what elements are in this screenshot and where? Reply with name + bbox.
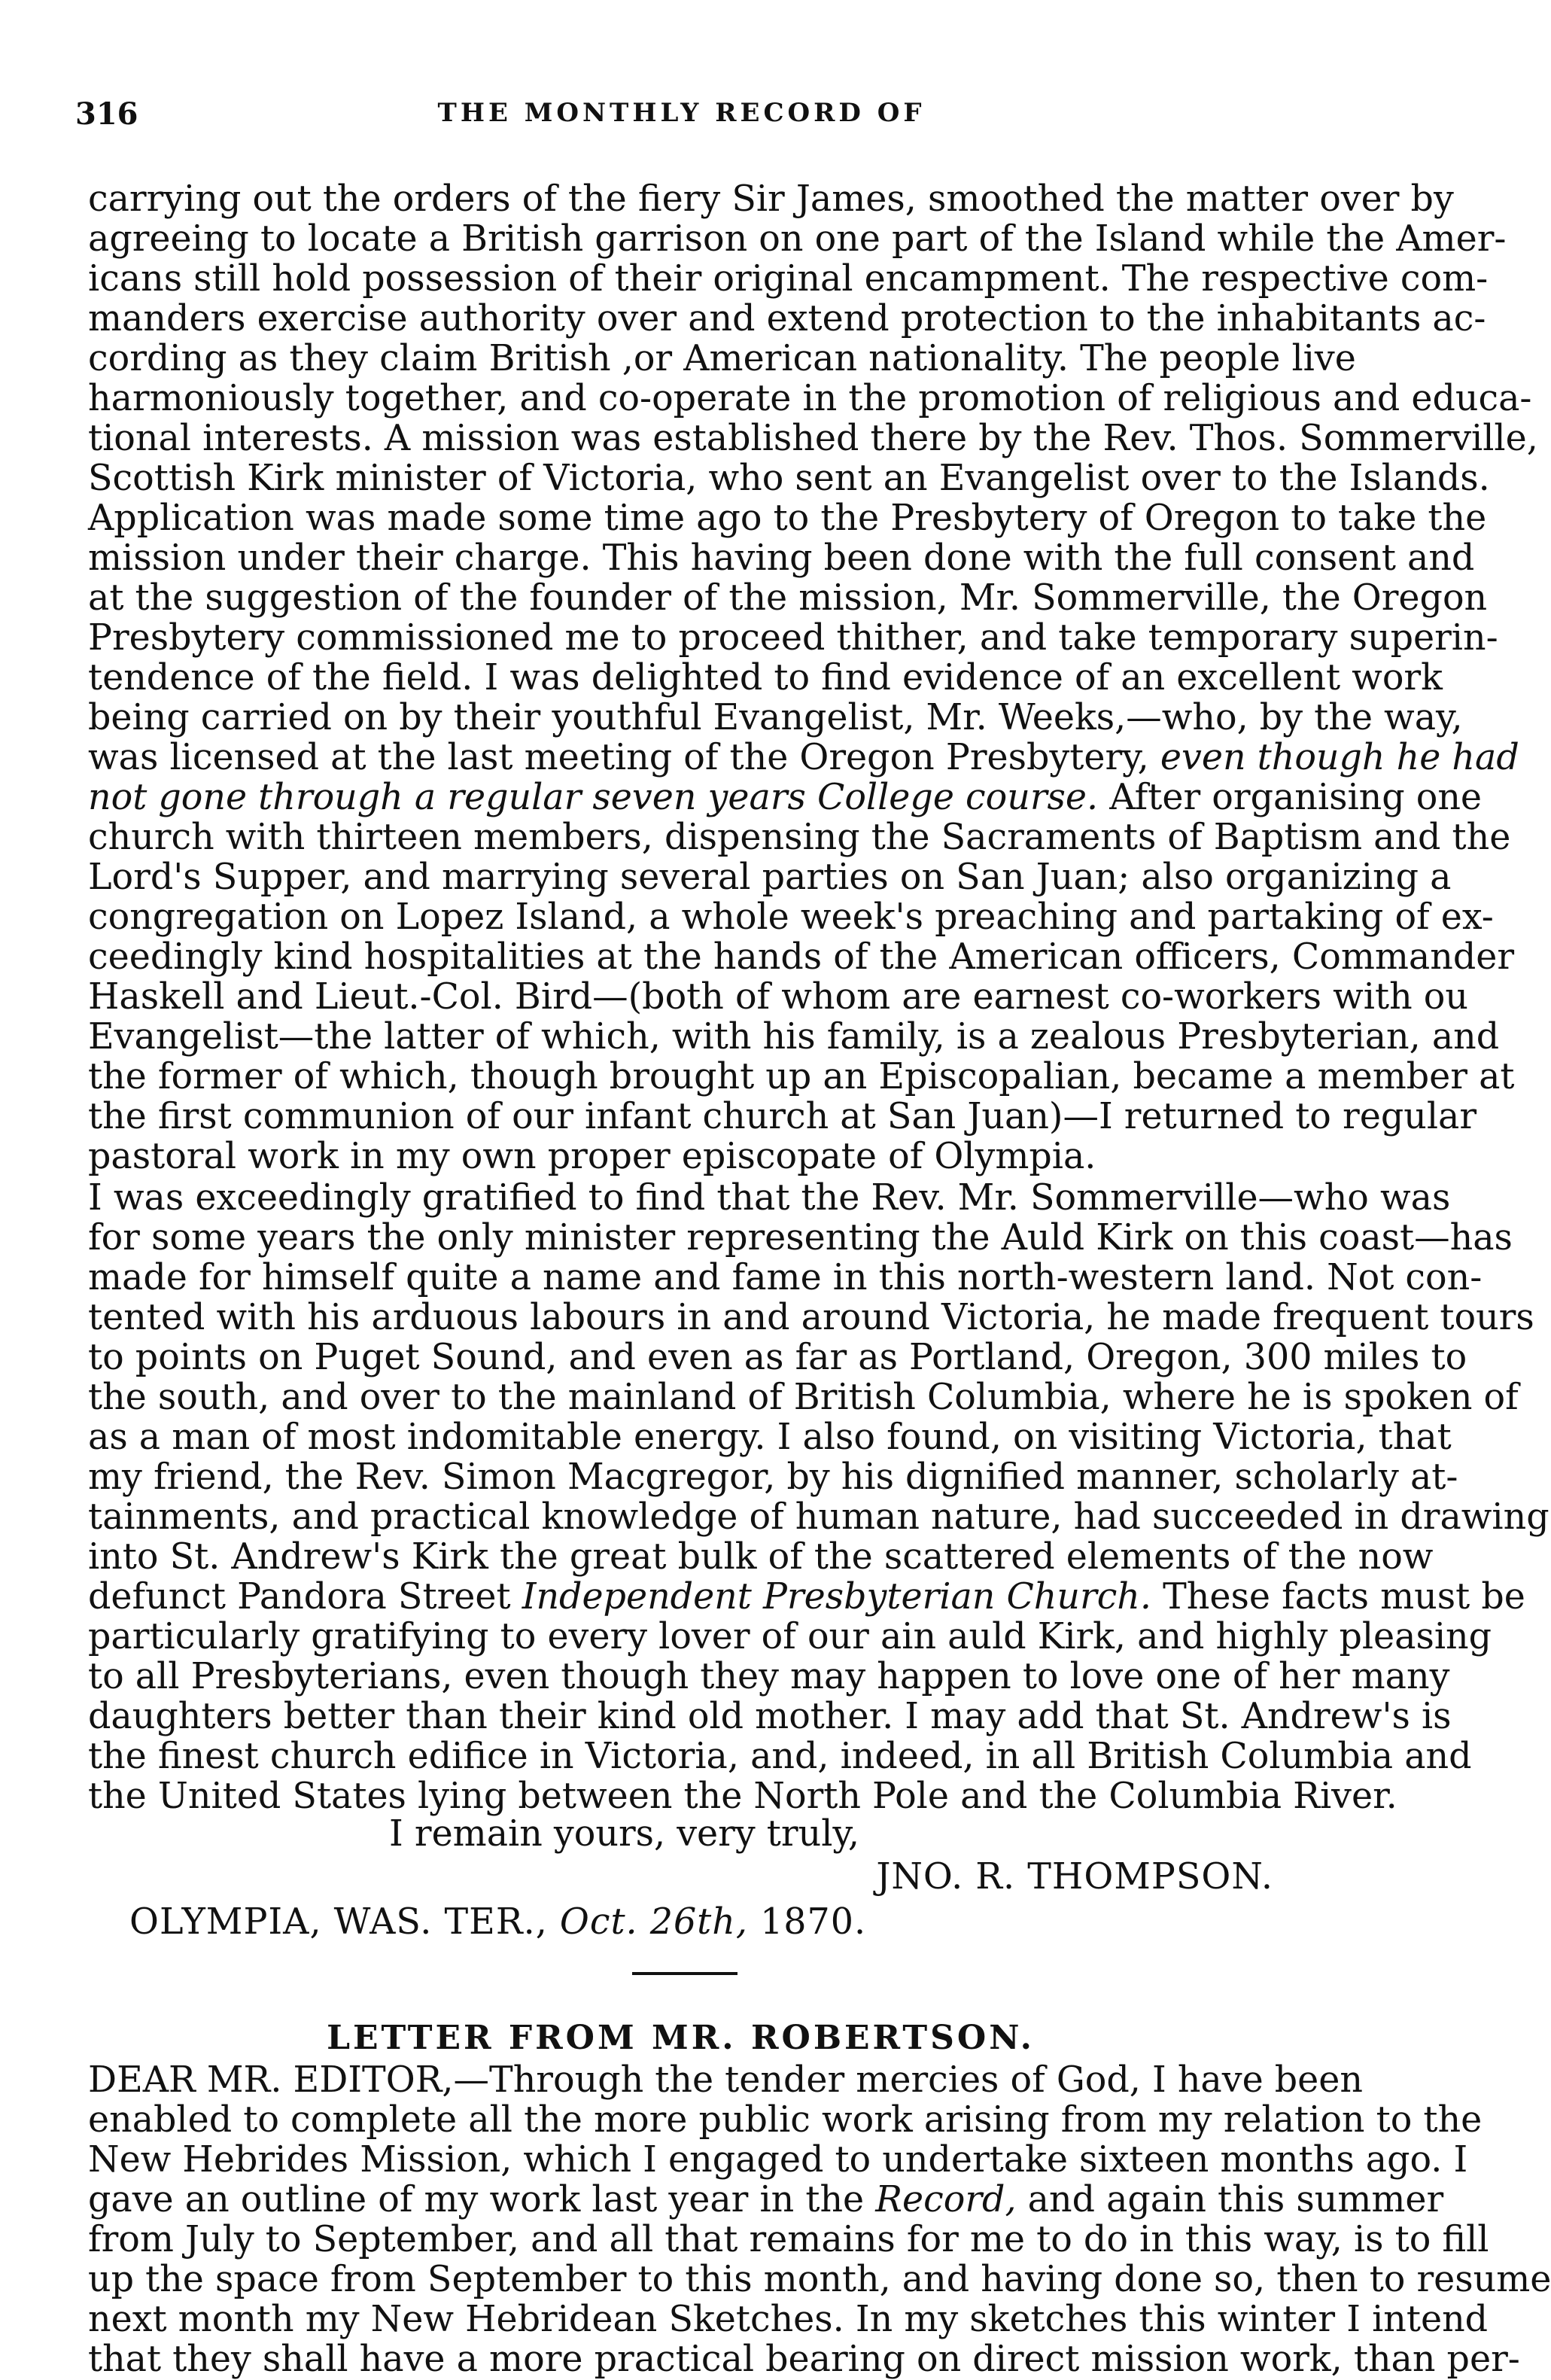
text-line: New Hebrides Mission, which I engaged to undertake sixteen months ago. I: [88, 2139, 1468, 2181]
text-line: I was exceedingly gratified to find that the Rev. Mr. Sommerville—who was: [88, 1177, 1451, 1219]
text-line: made for himself quite a name and fame in this north-western land. Not con-: [88, 1257, 1483, 1298]
text-line: ceedingly kind hospitalities at the hands of the American officers, Commander: [88, 936, 1515, 978]
text-line: was licensed at the last meeting of the Oregon Presbytery, even though he had: [88, 737, 1519, 778]
text-line: for some years the only minister representing the Auld Kirk on this coast—has: [88, 1217, 1513, 1258]
text-line: congregation on Lopez Island, a whole week's preaching and partaking of ex-: [88, 896, 1494, 938]
text-line: the first communion of our infant church at San Juan)—I returned to regular: [88, 1096, 1477, 1137]
text-line: Scottish Kirk minister of Victoria, who sent an Evangelist over to the Islands.: [88, 458, 1490, 499]
text-line: agreeing to locate a British garrison on one part of the Island while the Amer-: [88, 218, 1507, 260]
text-line: the former of which, though brought up an Episcopalian, became a member at: [88, 1056, 1515, 1097]
closing-signature-row: [88, 1857, 1273, 1897]
paragraph-3: [88, 2059, 1551, 2380]
text-line: particularly gratifying to every lover of our ain auld Kirk, and highly pleasing: [88, 1616, 1492, 1657]
page-number: 316: [75, 96, 138, 132]
text-line: gave an outline of my work last year in the Record, and again this summer: [88, 2179, 1444, 2220]
text-line: Lord's Supper, and marrying several parties on San Juan; also organizing a: [88, 857, 1452, 898]
text-line: enabled to complete all the more public work arising from my relation to the: [88, 2099, 1483, 2141]
text-line: manders exercise authority over and extend protection to the inhabitants ac-: [88, 298, 1486, 339]
text-line: church with thirteen members, dispensing the Sacraments of Baptism and the: [88, 817, 1511, 858]
text-line: daughters better than their kind old mother. I may add that St. Andrew's is: [88, 1696, 1452, 1737]
text-line: the south, and over to the mainland of British Columbia, where he is spoken of: [88, 1377, 1519, 1418]
text-line: defunct Pandora Street Independent Presbyterian Church. These facts must be: [88, 1576, 1525, 1618]
text-line: as a man of most indomitable energy. I also found, on visiting Victoria, that: [88, 1417, 1452, 1458]
text-line: Presbytery commissioned me to proceed thither, and take temporary superin-: [88, 617, 1498, 659]
page-header: [0, 96, 1363, 142]
text-line: Haskell and Lieut.-Col. Bird—(both of whom are earnest co-workers with ou: [88, 976, 1468, 1018]
text-line: to all Presbyterians, even though they may happen to love one of her many: [88, 1656, 1450, 1697]
text-line: tional interests. A mission was established there by the Rev. Thos. Sommerville,: [88, 418, 1538, 459]
text-line: tainments, and practical knowledge of human nature, had succeeded in drawing: [88, 1496, 1549, 1538]
text-line: the United States lying between the North Pole and the Columbia River.: [88, 1776, 1397, 1817]
dateline: [129, 1902, 866, 1942]
running-head: THE MONTHLY RECORD OF: [437, 98, 926, 128]
text-line: that they shall have a more practical bearing on direct mission work, than per-: [88, 2339, 1520, 2380]
closing-remain: I remain yours, very truly,: [389, 1813, 860, 1855]
text-line: Application was made some time ago to the Presbytery of Oregon to take the: [88, 498, 1487, 539]
text-line: next month my New Hebridean Sketches. In my sketches this winter I intend: [88, 2299, 1489, 2340]
text-line: harmoniously together, and co-operate in the promotion of religious and educa-: [88, 378, 1532, 419]
text-line: DEAR MR. EDITOR,—Through the tender mercies of God, I have been: [88, 2059, 1363, 2101]
text-line: being carried on by their youthful Evangelist, Mr. Weeks,—who, by the way,: [88, 697, 1463, 738]
paragraph-1: [88, 178, 1538, 1177]
paragraph-2-text: [88, 1177, 1549, 1817]
text-line: icans still hold possession of their original encampment. The respective com-: [88, 258, 1489, 300]
text-line: my friend, the Rev. Simon Macgregor, by his dignified manner, scholarly at-: [88, 1456, 1458, 1498]
text-line: cording as they claim British ,or American nationality. The people live: [88, 338, 1356, 379]
text-line: Evangelist—the latter of which, with his family, is a zealous Presbyterian, and: [88, 1016, 1500, 1058]
signature: JNO. R. THOMPSON.: [876, 1856, 1273, 1898]
paragraph-3-text: [88, 2059, 1551, 2380]
paragraph-2: [88, 1177, 1549, 1817]
text-line: tendence of the field. I was delighted to find evidence of an excellent work: [88, 657, 1443, 698]
letter-title: LETTER FROM MR. ROBERTSON.: [327, 2019, 1035, 2057]
text-line: not gone through a regular seven years College course. After organising one: [88, 777, 1483, 818]
closing-remain-row: [88, 1814, 1273, 1854]
dateline-place: OLYMPIA, WAS. TER.,: [129, 1901, 548, 1943]
text-line: from July to September, and all that remains for me to do in this way, is to fill: [88, 2219, 1489, 2260]
text-line: to points on Puget Sound, and even as far as Portland, Oregon, 300 miles to: [88, 1337, 1467, 1378]
text-line: into St. Andrew's Kirk the great bulk of the scattered elements of the now: [88, 1536, 1434, 1578]
text-line: pastoral work in my own proper episcopate of Olympia.: [88, 1136, 1096, 1177]
text-line: mission under their charge. This having been done with the full consent and: [88, 537, 1475, 579]
dateline-row: [88, 1902, 1273, 1942]
dateline-date: Oct. 26th,: [559, 1901, 748, 1943]
paragraph-1-text: [88, 178, 1538, 1177]
dateline-year: 1870.: [760, 1901, 867, 1943]
text-line: carrying out the orders of the fiery Sir James, smoothed the matter over by: [88, 178, 1454, 220]
text-line: the finest church edifice in Victoria, and, indeed, in all British Columbia and: [88, 1736, 1472, 1777]
text-line: at the suggestion of the founder of the mission, Mr. Sommerville, the Oregon: [88, 577, 1488, 619]
text-line: tented with his arduous labours in and around Victoria, he made frequent tours: [88, 1297, 1534, 1338]
text-line: up the space from September to this month, and having done so, then to resume: [88, 2259, 1551, 2300]
section-divider: [632, 1972, 737, 1975]
